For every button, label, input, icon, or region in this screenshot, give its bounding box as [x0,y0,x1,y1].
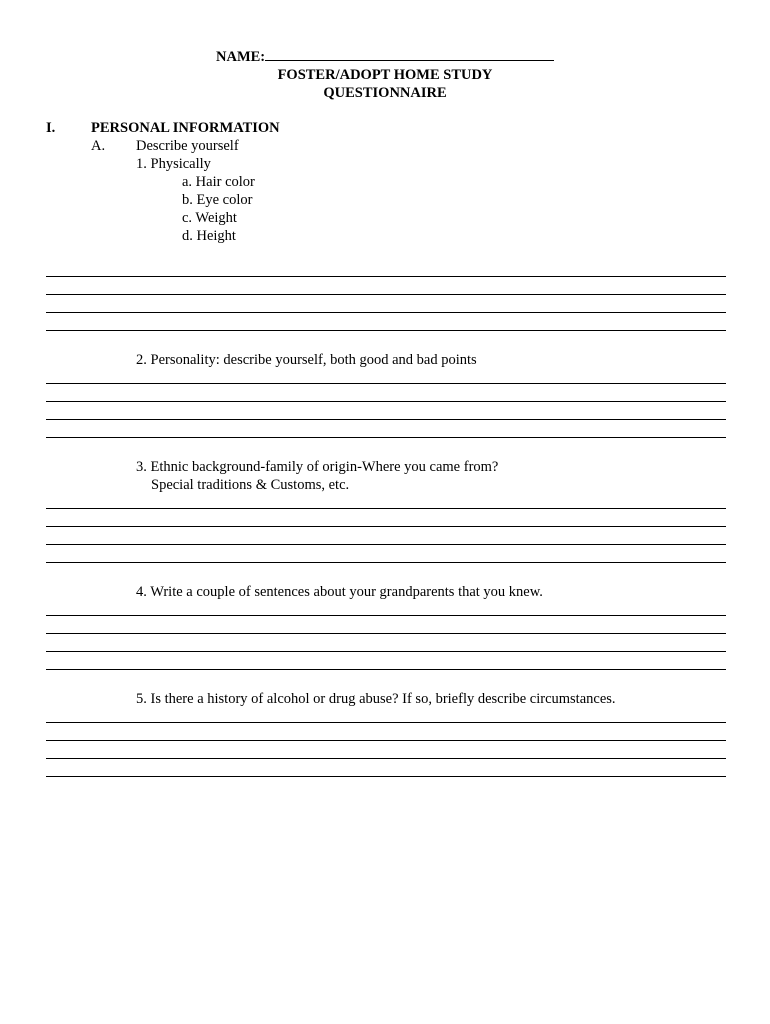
q1-item-eye-color: b. Eye color [182,192,253,208]
answer-line[interactable] [46,633,726,634]
answer-line[interactable] [46,294,726,295]
q1-item-weight: c. Weight [182,210,237,226]
subsection-letter: A. [91,138,106,154]
answer-line[interactable] [46,330,726,331]
subsection-title: Describe yourself [136,138,239,154]
answer-line[interactable] [46,276,726,277]
title-line-1: FOSTER/ADOPT HOME STUDY [277,67,493,83]
answer-line[interactable] [46,615,726,616]
answer-line[interactable] [46,562,726,563]
name-blank-line[interactable] [265,47,554,61]
title-line-2: QUESTIONNAIRE [323,85,447,101]
q1-item-height: d. Height [182,228,236,244]
section-title: PERSONAL INFORMATION [91,120,280,136]
answer-line[interactable] [46,544,726,545]
question-5-label: 5. Is there a history of alcohol or drug abuse? If so, briefly describe circumstances. [136,691,616,707]
answer-line[interactable] [46,419,726,420]
answer-line[interactable] [46,312,726,313]
answer-line[interactable] [46,776,726,777]
question-3-label-line-1: 3. Ethnic background-family of origin-Where you came from? [136,459,499,475]
answer-line[interactable] [46,526,726,527]
question-4-label: 4. Write a couple of sentences about your grandparents that you knew. [136,584,543,600]
answer-line[interactable] [46,508,726,509]
answer-line[interactable] [46,758,726,759]
section-numeral: I. [46,120,56,136]
name-label: NAME: [216,49,266,65]
q1-item-hair-color: a. Hair color [182,174,255,190]
answer-line[interactable] [46,437,726,438]
question-2-label: 2. Personality: describe yourself, both good and bad points [136,352,477,368]
answer-line[interactable] [46,669,726,670]
answer-line[interactable] [46,740,726,741]
question-3-label-line-2: Special traditions & Customs, etc. [151,477,350,493]
answer-line[interactable] [46,401,726,402]
name-field[interactable] [216,47,554,66]
answer-line[interactable] [46,651,726,652]
question-1-label: 1. Physically [136,156,211,172]
answer-line[interactable] [46,722,726,723]
answer-line[interactable] [46,383,726,384]
